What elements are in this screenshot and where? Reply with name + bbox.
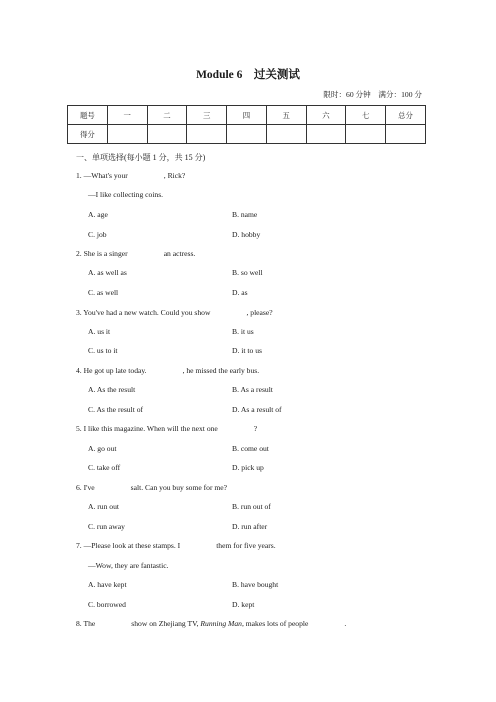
score-input-cell[interactable]	[266, 125, 306, 144]
question-dialogue-line: —Wow, they are fantastic.	[88, 561, 169, 570]
option-c[interactable]: C. run away	[88, 522, 125, 531]
score-table-cell: 五	[266, 106, 306, 125]
option-d[interactable]: D. run after	[232, 522, 268, 531]
score-table	[67, 105, 426, 144]
score-table-cell: 四	[227, 106, 267, 125]
question-text: .	[344, 619, 347, 628]
score-table-cell: 总分	[386, 106, 426, 125]
score-input-cell[interactable]	[147, 125, 187, 144]
option-c[interactable]: C. as well	[88, 288, 119, 297]
option-a[interactable]: A. have kept	[88, 580, 127, 589]
question-stem	[76, 366, 259, 375]
option-d[interactable]: D. as	[232, 288, 248, 297]
question-text: , please?	[246, 308, 273, 317]
score-input-cell[interactable]	[227, 125, 267, 144]
question-dialogue-line: —I like collecting coins.	[88, 190, 164, 199]
option-d[interactable]: D. pick up	[232, 463, 264, 472]
question-text: 6. I've	[76, 483, 95, 492]
time-score-info: 限时：60 分钟 满分：100 分	[323, 90, 422, 99]
question-stem	[76, 308, 273, 317]
option-c[interactable]: C. borrowed	[88, 600, 126, 609]
score-input-cell[interactable]	[187, 125, 227, 144]
score-table-score-row	[68, 125, 426, 144]
option-b[interactable]: B. run out of	[232, 502, 271, 511]
question-text: ?	[253, 424, 258, 433]
option-a[interactable]: A. as well as	[88, 268, 127, 277]
show-name: Running Man	[200, 619, 242, 628]
option-b[interactable]: B. come out	[232, 444, 269, 453]
score-table-header-row	[68, 106, 426, 125]
score-input-cell[interactable]	[306, 125, 346, 144]
option-d[interactable]: D. kept	[232, 600, 255, 609]
question-text: , Rick?	[163, 171, 186, 180]
question-stem	[76, 249, 195, 258]
option-c[interactable]: C. As the result of	[88, 405, 144, 414]
question-text: show on Zhejiang TV,	[131, 619, 199, 628]
question-stem	[76, 483, 227, 492]
score-table-cell: 一	[107, 106, 147, 125]
option-b[interactable]: B. have bought	[232, 580, 279, 589]
option-c[interactable]: C. job	[88, 230, 107, 239]
question-text: 4. He got up late today.	[76, 366, 147, 375]
score-table-cell: 二	[147, 106, 187, 125]
score-input-cell[interactable]	[107, 125, 147, 144]
question-text: 7. —Please look at these stamps. I	[76, 541, 181, 550]
question-text: salt. Can you buy some for me?	[130, 483, 228, 492]
question-text: 3. You've had a new watch. Could you show	[76, 308, 211, 317]
score-table-cell: 得分	[68, 125, 108, 144]
score-input-cell[interactable]	[386, 125, 426, 144]
option-d[interactable]: D. hobby	[232, 230, 261, 239]
score-table-cell: 题号	[68, 106, 108, 125]
score-table-cell: 六	[306, 106, 346, 125]
option-d[interactable]: D. As a result of	[232, 405, 282, 414]
question-stem	[76, 424, 257, 433]
option-a[interactable]: A. age	[88, 210, 108, 219]
question-stem	[76, 541, 276, 550]
option-b[interactable]: B. name	[232, 210, 258, 219]
question-text: , makes lots of people	[241, 619, 309, 628]
option-a[interactable]: A. go out	[88, 444, 117, 453]
score-input-cell[interactable]	[346, 125, 386, 144]
option-a[interactable]: A. run out	[88, 502, 120, 511]
score-table-cell: 三	[187, 106, 227, 125]
option-a[interactable]: A. us it	[88, 327, 111, 336]
question-text: , he missed the early bus.	[182, 366, 260, 375]
option-c[interactable]: C. take off	[88, 463, 121, 472]
question-stem	[76, 619, 346, 628]
section-title: 一、单项选择(每小题 1 分，共 15 分)	[76, 153, 206, 162]
page-title: Module 6 过关测试	[196, 69, 300, 81]
option-c[interactable]: C. us to it	[88, 346, 118, 355]
question-text: 8. The	[76, 619, 96, 628]
option-a[interactable]: A. As the result	[88, 385, 136, 394]
option-d[interactable]: D. it to us	[232, 346, 262, 355]
option-b[interactable]: B. As a result	[232, 385, 273, 394]
option-b[interactable]: B. so well	[232, 268, 263, 277]
question-text: an actress.	[163, 249, 196, 258]
question-text: 1. —What's your	[76, 171, 128, 180]
score-table-cell: 七	[346, 106, 386, 125]
question-text: them for five years.	[216, 541, 276, 550]
option-b[interactable]: B. it us	[232, 327, 254, 336]
question-text: 5. I like this magazine. When will the next one	[76, 424, 218, 433]
question-stem	[76, 171, 185, 180]
question-text: 2. She is a singer	[76, 249, 128, 258]
